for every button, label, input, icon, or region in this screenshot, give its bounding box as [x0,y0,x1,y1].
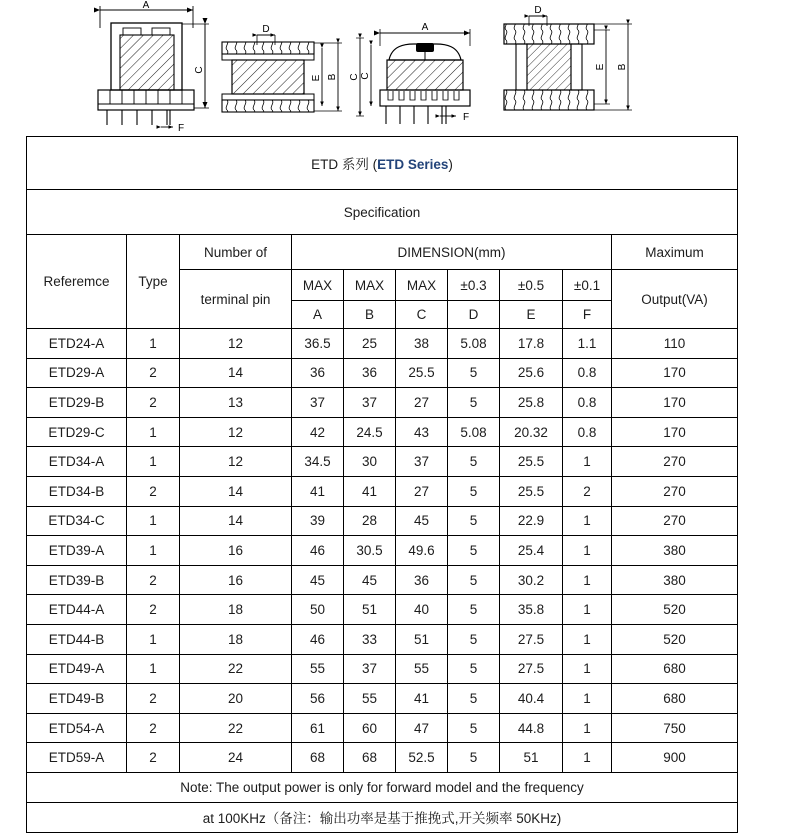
header-maximum: Maximum [612,235,738,270]
cell-dim-a: 50 [292,595,344,625]
cell-reference: ETD54-A [27,713,127,743]
cell-dim-e: 25.5 [500,447,563,477]
cell-dim-b: 68 [344,743,396,773]
cell-type: 2 [127,743,180,773]
cell-type: 1 [127,329,180,359]
table-row [27,565,738,595]
svg-text:E: E [595,63,606,71]
cell-dim-c: 36 [396,565,448,595]
cell-reference: ETD34-B [27,476,127,506]
table-row [27,358,738,388]
cell-type: 1 [127,417,180,447]
cell-dim-a: 34.5 [292,447,344,477]
cell-dim-c: 55 [396,654,448,684]
cell-type: 2 [127,684,180,714]
cell-pins: 14 [180,506,292,536]
header-dim-e: E [500,301,563,329]
cell-dim-d: 5 [448,536,500,566]
svg-text:C: C [194,66,205,74]
table-row [27,595,738,625]
specification-heading-row [27,190,738,235]
cell-dim-c: 38 [396,329,448,359]
cell-dim-c: 41 [396,684,448,714]
specification-table-container [26,136,737,833]
series-title-chinese: 系列 [341,157,369,173]
header-tolerance-e: ±0.5 [500,270,563,301]
cell-dim-c: 43 [396,417,448,447]
cell-dim-f: 1 [563,654,612,684]
cell-output: 270 [612,476,738,506]
cell-type: 2 [127,358,180,388]
cell-dim-f: 1 [563,684,612,714]
cell-pins: 24 [180,743,292,773]
cell-pins: 22 [180,654,292,684]
cell-dim-c: 51 [396,624,448,654]
table-row [27,684,738,714]
table-row [27,388,738,418]
cell-type: 2 [127,595,180,625]
header-output-va: Output(VA) [612,270,738,329]
cell-dim-f: 0.8 [563,388,612,418]
header-terminal-pin: terminal pin [180,270,292,329]
cell-reference: ETD34-C [27,506,127,536]
cell-dim-b: 55 [344,684,396,714]
cell-dim-d: 5 [448,476,500,506]
cell-dim-d: 5 [448,595,500,625]
diagram-top-view [504,5,632,110]
cell-dim-a: 45 [292,565,344,595]
cell-reference: ETD44-B [27,624,127,654]
cell-type: 1 [127,654,180,684]
svg-text:F: F [462,112,470,123]
header-tolerance-a: MAX [292,270,344,301]
series-title-english: ETD Series [377,157,449,172]
note-line-2: at 100KHz（备注：输出功率是基于推挽式,开关频率 50KHz) [27,802,738,832]
diagram-side-view [222,24,364,116]
cell-output: 680 [612,684,738,714]
cell-output: 110 [612,329,738,359]
cell-dim-e: 40.4 [500,684,563,714]
cell-dim-e: 27.5 [500,624,563,654]
svg-text:C: C [349,73,360,81]
cell-pins: 18 [180,624,292,654]
cell-type: 1 [127,447,180,477]
cell-output: 170 [612,358,738,388]
cell-dim-e: 51 [500,743,563,773]
cell-output: 270 [612,506,738,536]
header-number-of: Number of [180,235,292,270]
cell-dim-c: 45 [396,506,448,536]
cell-dim-e: 20.32 [500,417,563,447]
svg-text:F: F [177,123,185,134]
cell-reference: ETD39-B [27,565,127,595]
cell-output: 680 [612,654,738,684]
cell-dim-d: 5 [448,654,500,684]
series-title-open-paren: ( [368,157,378,172]
table-row [27,743,738,773]
header-tolerance-c: MAX [396,270,448,301]
series-title-cell [27,137,738,190]
cell-reference: ETD49-A [27,654,127,684]
table-row [27,654,738,684]
cell-pins: 16 [180,565,292,595]
cell-output: 170 [612,417,738,447]
table-row [27,329,738,359]
cell-dim-e: 25.8 [500,388,563,418]
svg-text:D: D [262,24,270,35]
cell-pins: 14 [180,476,292,506]
cell-dim-b: 30 [344,447,396,477]
cell-type: 2 [127,565,180,595]
cell-type: 1 [127,506,180,536]
header-type: Type [127,235,180,329]
cell-dim-e: 25.5 [500,476,563,506]
table-row [27,713,738,743]
cell-pins: 12 [180,447,292,477]
header-tolerance-f: ±0.1 [563,270,612,301]
cell-dim-d: 5 [448,388,500,418]
table-row [27,447,738,477]
cell-type: 2 [127,388,180,418]
cell-dim-f: 1 [563,506,612,536]
cell-dim-a: 36 [292,358,344,388]
header-dimension: DIMENSION(mm) [292,235,612,270]
cell-dim-c: 47 [396,713,448,743]
diagram-profile-view [360,22,470,124]
cell-dim-f: 1 [563,536,612,566]
header-dim-f: F [563,301,612,329]
svg-text:D: D [534,5,542,16]
cell-pins: 16 [180,536,292,566]
table-title-row [27,137,738,190]
note-row-2 [27,802,738,832]
cell-dim-f: 1 [563,713,612,743]
cell-output: 900 [612,743,738,773]
cell-dim-e: 17.8 [500,329,563,359]
cell-output: 380 [612,536,738,566]
cell-dim-f: 1.1 [563,329,612,359]
table-row [27,624,738,654]
svg-text:B: B [327,73,338,81]
header-tolerance-d: ±0.3 [448,270,500,301]
cell-dim-f: 0.8 [563,417,612,447]
cell-dim-f: 1 [563,743,612,773]
header-reference: Referemce [27,235,127,329]
cell-dim-b: 36 [344,358,396,388]
svg-text:A: A [421,22,429,33]
cell-dim-f: 0.8 [563,358,612,388]
cell-dim-b: 25 [344,329,396,359]
cell-dim-d: 5 [448,358,500,388]
cell-dim-b: 37 [344,654,396,684]
header-dim-c: C [396,301,448,329]
cell-dim-f: 1 [563,595,612,625]
cell-dim-a: 37 [292,388,344,418]
cell-dim-f: 1 [563,565,612,595]
cell-dim-a: 36.5 [292,329,344,359]
cell-dim-b: 33 [344,624,396,654]
cell-reference: ETD29-A [27,358,127,388]
cell-dim-d: 5.08 [448,417,500,447]
cell-dim-d: 5 [448,684,500,714]
cell-type: 2 [127,476,180,506]
svg-text:E: E [311,74,322,82]
cell-dim-b: 41 [344,476,396,506]
cell-output: 170 [612,388,738,418]
series-title-prefix: ETD [311,157,342,172]
cell-dim-a: 61 [292,713,344,743]
cell-dim-b: 37 [344,388,396,418]
cell-dim-b: 45 [344,565,396,595]
cell-dim-c: 27 [396,476,448,506]
cell-dim-f: 1 [563,624,612,654]
cell-dim-f: 2 [563,476,612,506]
cell-dim-d: 5.08 [448,329,500,359]
svg-text:C: C [360,72,371,80]
package-drawings-strip [0,0,800,134]
cell-dim-c: 37 [396,447,448,477]
cell-dim-e: 44.8 [500,713,563,743]
cell-dim-a: 46 [292,624,344,654]
cell-output: 520 [612,595,738,625]
cell-dim-e: 27.5 [500,654,563,684]
note-line-1: Note: The output power is only for forward model and the frequency [27,772,738,802]
cell-dim-a: 55 [292,654,344,684]
cell-dim-e: 25.6 [500,358,563,388]
cell-dim-d: 5 [448,447,500,477]
cell-pins: 22 [180,713,292,743]
cell-dim-c: 40 [396,595,448,625]
specification-heading-cell: Specification [27,190,738,235]
cell-dim-b: 60 [344,713,396,743]
header-dim-a: A [292,301,344,329]
cell-reference: ETD59-A [27,743,127,773]
cell-dim-d: 5 [448,624,500,654]
cell-output: 750 [612,713,738,743]
cell-reference: ETD44-A [27,595,127,625]
header-dim-d: D [448,301,500,329]
cell-dim-b: 28 [344,506,396,536]
cell-reference: ETD39-A [27,536,127,566]
cell-reference: ETD49-B [27,684,127,714]
cell-dim-c: 27 [396,388,448,418]
cell-pins: 13 [180,388,292,418]
cell-pins: 12 [180,417,292,447]
table-row [27,417,738,447]
cell-dim-b: 30.5 [344,536,396,566]
cell-dim-e: 35.8 [500,595,563,625]
cell-dim-f: 1 [563,447,612,477]
table-row [27,536,738,566]
svg-text:A: A [142,0,150,11]
cell-dim-c: 25.5 [396,358,448,388]
cell-dim-a: 42 [292,417,344,447]
cell-output: 270 [612,447,738,477]
cell-dim-c: 49.6 [396,536,448,566]
package-drawings-svg [0,0,800,134]
cell-pins: 18 [180,595,292,625]
svg-text:B: B [617,63,628,71]
cell-reference: ETD29-C [27,417,127,447]
cell-dim-e: 30.2 [500,565,563,595]
cell-reference: ETD24-A [27,329,127,359]
cell-dim-a: 41 [292,476,344,506]
cell-dim-a: 46 [292,536,344,566]
cell-type: 1 [127,536,180,566]
cell-pins: 14 [180,358,292,388]
cell-dim-a: 68 [292,743,344,773]
cell-dim-c: 52.5 [396,743,448,773]
cell-pins: 20 [180,684,292,714]
cell-dim-a: 56 [292,684,344,714]
cell-output: 380 [612,565,738,595]
cell-dim-a: 39 [292,506,344,536]
cell-dim-d: 5 [448,713,500,743]
header-dim-b: B [344,301,396,329]
cell-dim-b: 51 [344,595,396,625]
specification-table [26,136,738,833]
cell-type: 2 [127,713,180,743]
cell-reference: ETD34-A [27,447,127,477]
cell-dim-d: 5 [448,565,500,595]
table-row [27,476,738,506]
header-row-primary [27,235,738,270]
cell-pins: 12 [180,329,292,359]
header-tolerance-b: MAX [344,270,396,301]
cell-dim-b: 24.5 [344,417,396,447]
note-row-1 [27,772,738,802]
cell-reference: ETD29-B [27,388,127,418]
cell-type: 1 [127,624,180,654]
diagram-front-view [98,0,209,134]
cell-output: 520 [612,624,738,654]
cell-dim-e: 25.4 [500,536,563,566]
cell-dim-e: 22.9 [500,506,563,536]
series-title-close-paren: ) [448,157,453,172]
table-row [27,506,738,536]
cell-dim-d: 5 [448,743,500,773]
cell-dim-d: 5 [448,506,500,536]
